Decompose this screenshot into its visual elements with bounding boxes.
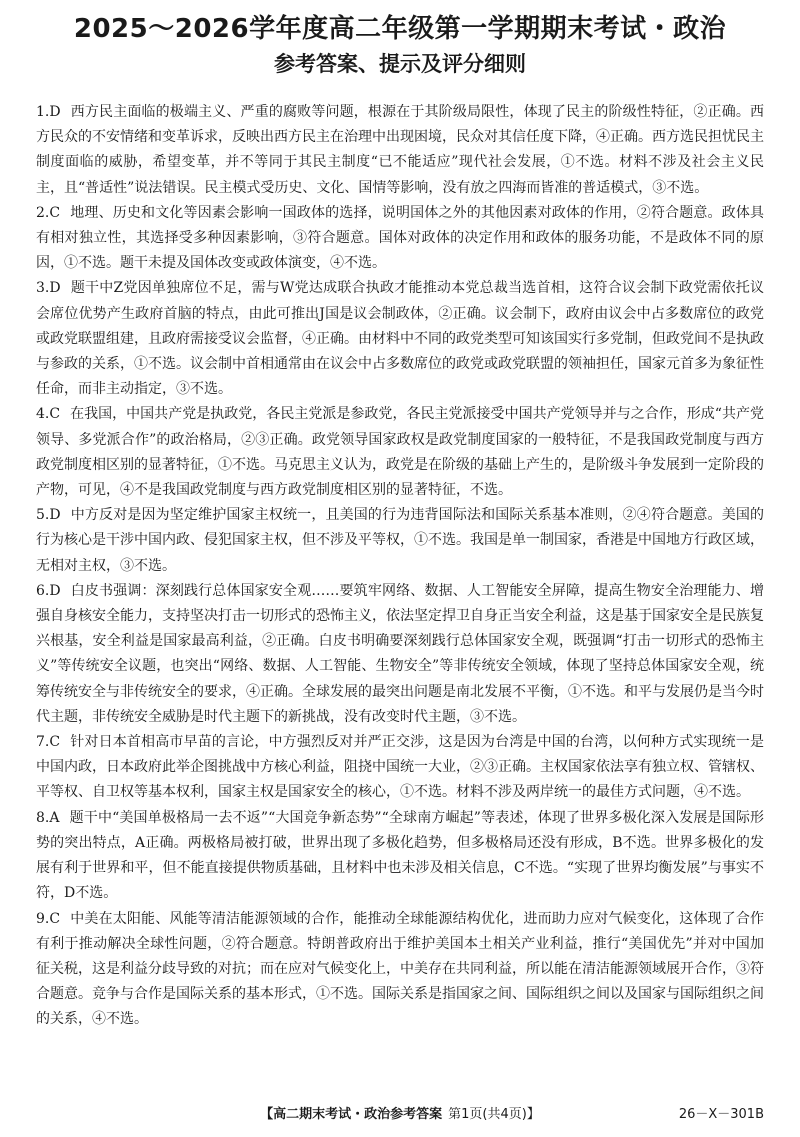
question-number: 6. <box>36 582 50 599</box>
answer-list <box>36 100 764 1033</box>
answer-explanation: 题干中“美国单极格局一去不返”“大国竞争新态势”“全球南方崛起”等表述，体现了世界多极化深入发展是国际形势的突出特点，A正确。两极格局被打破，世界出现了多极化趋势，但多极格局还没有形成，B不选。世界多极化的发展有利于世界和平，但不能直接提供物质基础，且材料中也未涉及相关信息，C不选。“实现了世界均衡发展”与事实不符，D不选。 <box>36 809 764 902</box>
answer-explanation: 针对日本首相高市早苗的言论，中方强烈反对并严正交涉，这是因为台湾是中国的台湾，以何种方式实现统一是中国内政，日本政府此举企图挑战中方核心利益，阻挠中国统一大业，②③正确。主权国家依法享有独立权、管辖权、平等权、自卫权等基本权利，国家主权是国家安全的核心，①不选。材料不涉及两岸统一的最佳方式问题，④不选。 <box>36 734 764 801</box>
answer-letter: D <box>49 582 61 599</box>
question-number: 1. <box>36 104 50 120</box>
question-number: 7. <box>36 734 50 751</box>
question-number: 4. <box>36 406 50 423</box>
answer-item <box>36 730 764 806</box>
answer-letter: D <box>49 104 61 120</box>
answer-item <box>36 503 764 579</box>
answer-letter: A <box>49 809 60 826</box>
answer-explanation: 中方反对是因为坚定维护国家主权统一，且美国的行为违背国际法和国际关系基本准则，②④符合题意。美国的行为核心是干涉中国内政、侵犯国家主权，但不涉及平等权，①不选。我国是单一制国家，香港是中国地方行政区域，无相对主权，③不选。 <box>36 507 764 574</box>
answer-letter: C <box>49 406 61 423</box>
answer-explanation: 西方民主面临的极端主义、严重的腐败等问题，根源在于其阶级局限性，体现了民主的阶级性特征，②正确。西方民众的不安情绪和变革诉求，反映出西方民主在治理中出现困境，民众对其信任度下降，④正确。西方选民担忧民主制度面临的威胁，希望变革，并不等同于其民主制度“已不能适应”现代社会发展，①不选。材料不涉及社会主义民主，且“普适性”说法错误。民主模式受历史、文化、国情等影响，没有放之四海而皆准的普适模式，③不选。 <box>36 104 764 196</box>
answer-item <box>36 100 764 201</box>
footer-label: 【高二期末考试・政治参考答案 <box>260 1107 443 1122</box>
footer-code: 26－X－301B <box>678 1107 764 1122</box>
question-number: 3. <box>36 280 50 297</box>
answer-item <box>36 579 764 730</box>
answer-explanation: 地理、历史和文化等因素会影响一国政体的选择，说明国体之外的其他因素对政体的作用，②符合题意。政体具有相对独立性，其选择受多种因素影响，③符合题意。国体对政体的决定作用和政体的服务功能，不是政体不同的原因，①不选。题干未提及国体改变或政体演变，④不选。 <box>36 204 764 272</box>
answer-letter: C <box>49 910 61 927</box>
question-number: 2. <box>36 204 50 221</box>
answer-item <box>36 276 764 402</box>
answer-explanation: 中美在太阳能、风能等清洁能源领域的合作，能推动全球能源结构优化，进而助力应对气候变化，这体现了合作有利于推动解决全球性问题，②符合题意。特朗普政府出于维护美国本土相关产业利益，推行“美国优先”并对中国加征关税，这是利益分歧导致的对抗；而在应对气候变化上，中美存在共同利益，所以能在清洁能源领域展开合作，③符合题意。竞争与合作是国际关系的基本形式，①不选。国际关系是指国家之间、国际组织之间以及国家与国际组织之间的关系，④不选。 <box>36 910 764 1028</box>
page-footer <box>0 1103 800 1127</box>
question-number: 9. <box>36 910 50 927</box>
answer-letter: C <box>49 204 61 221</box>
question-number: 5. <box>36 507 50 524</box>
answer-explanation: 白皮书强调：深刻践行总体国家安全观……要筑牢网络、数据、人工智能安全屏障，提高生物安全治理能力、增强自身核安全能力，支持坚决打击一切形式的恐怖主义，依法坚定捍卫自身正当安全利益，这是基于国家安全是民族复兴根基，安全利益是国家最高利益，②正确。白皮书明确要深刻践行总体国家安全观，既强调“打击一切形式的恐怖主义”等传统安全议题，也突出“网络、数据、人工智能、生物安全”等非传统安全领域，体现了坚持总体国家安全观，统筹传统安全与非传统安全的要求，④正确。全球发展的最突出问题是南北发展不平衡，①不选。和平与发展仍是当今时代主题，非传统安全威胁是时代主题下的新挑战，没有改变时代主题，③不选。 <box>36 582 764 725</box>
answer-item <box>36 907 764 1033</box>
footer-page: 第1页(共4页)】 <box>448 1107 540 1122</box>
answer-letter: C <box>49 734 61 751</box>
page-title: 2025～2026学年度高二年级第一学期期末考试・政治 <box>73 14 727 44</box>
answer-item <box>36 402 764 503</box>
answer-item <box>36 806 764 907</box>
answer-letter: D <box>49 507 61 524</box>
answer-explanation: 题干中Z党因单独席位不足，需与W党达成联合执政才能推动本党总裁当选首相，这符合议会制下政党需依托议会席位优势产生政府首脑的特点，由此可推出J国是议会制政体，②正确。议会制下，政府由议会中占多数席位的政党或政党联盟组建，且政府需接受议会监督，④正确。由材料中不同的政党类型可知该国实行多党制，但政党间不是执政与参政的关系，①不选。议会制中首相通常由在议会中占多数席位的政党或政党联盟的领袖担任，国家元首多为象征性任命，而非主动指定，③不选。 <box>36 280 764 398</box>
answer-explanation: 在我国，中国共产党是执政党，各民主党派是参政党，各民主党派接受中国共产党领导并与之合作，形成“共产党领导、多党派合作”的政治格局，②③正确。政党领导国家政权是政党制度国家的一般特征，不是我国政党制度与西方政党制度相区别的显著特征，①不选。马克思主义认为，政党是在阶级的基础上产生的，是阶级斗争发展到一定阶段的产物，可见，④不是我国政党制度与西方政党制度相区别的显著特征，不选。 <box>36 406 764 499</box>
question-number: 8. <box>36 809 50 826</box>
answer-letter: D <box>49 280 61 297</box>
page-subtitle: 参考答案、提示及评分细则 <box>274 52 526 76</box>
answer-item <box>36 201 764 277</box>
